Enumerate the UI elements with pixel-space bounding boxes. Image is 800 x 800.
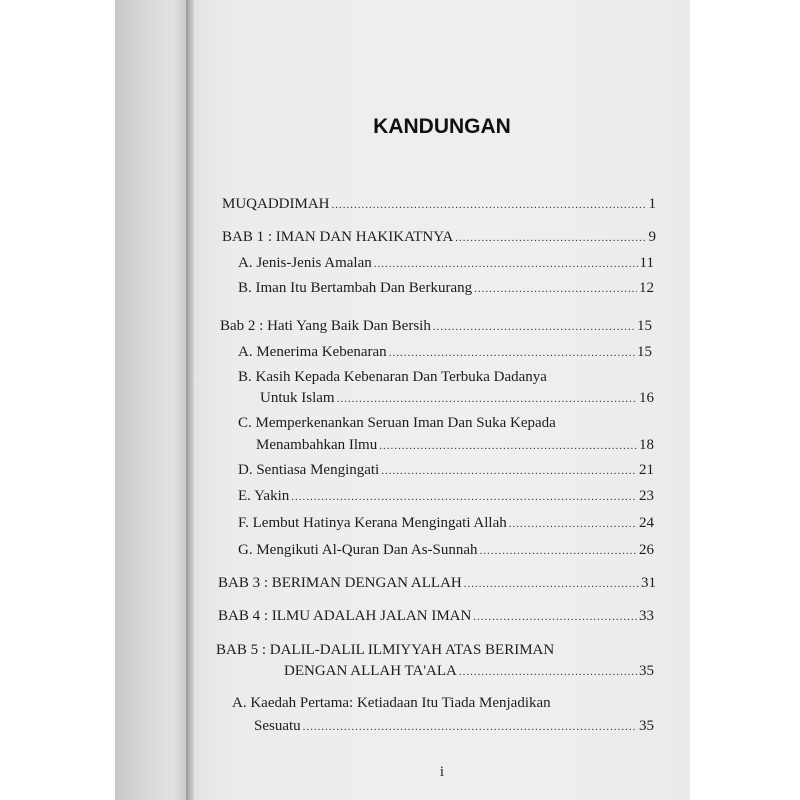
toc-label: F. Lembut Hatinya Kerana Mengingati Allah [238, 515, 507, 531]
toc-entry-2e [238, 486, 654, 506]
toc-page-number: 16 [639, 390, 654, 406]
dot-leader [291, 487, 637, 507]
dot-leader [459, 662, 637, 682]
dot-leader [473, 607, 637, 627]
background [688, 0, 800, 800]
dot-leader [332, 195, 647, 215]
toc-page [194, 0, 690, 800]
toc-label: A. Jenis-Jenis Amalan [238, 255, 372, 271]
dot-leader [337, 389, 637, 409]
dot-leader [303, 717, 637, 737]
toc-label: D. Sentiasa Mengingati [238, 462, 380, 478]
toc-label: B. Iman Itu Bertambah Dan Berkurang [238, 280, 473, 296]
toc-entry-1b [238, 278, 654, 298]
toc-label: BAB 4 : ILMU ADALAH JALAN IMAN [218, 608, 472, 624]
toc-entry-bab-2 [220, 316, 652, 336]
toc-label-line-1: C. Memperkenankan Seruan Iman Dan Suka Kepada [238, 415, 556, 431]
toc-page-number: 9 [648, 229, 656, 245]
page-number: i [439, 764, 445, 780]
toc-label: BAB 3 : BERIMAN DENGAN ALLAH [218, 575, 462, 591]
toc-label-line-1: BAB 5 : DALIL-DALIL ILMIYYAH ATAS BERIMAN [216, 642, 555, 658]
page-title: KANDUNGAN [373, 115, 511, 138]
toc-entry-bab-1 [222, 227, 656, 247]
toc-page-number: 1 [648, 196, 656, 212]
toc-page-number: 18 [639, 437, 654, 453]
toc-entry-2f [238, 513, 654, 533]
toc-entry-2g [238, 540, 654, 560]
toc-entry-bab-4 [218, 606, 654, 626]
toc-entry-2a [238, 342, 652, 362]
toc-label-line-1: A. Kaedah Pertama: Ketiadaan Itu Tiada Menjadikan [232, 695, 551, 711]
toc-label: A. Menerima Kebenaran [238, 344, 387, 360]
toc-entry-bab-5 [284, 661, 654, 681]
toc-label: MUQADDIMAH [222, 196, 330, 212]
dot-leader [480, 541, 637, 561]
toc-page-number: 26 [639, 542, 654, 558]
dot-leader [389, 343, 635, 363]
dot-leader [379, 436, 637, 456]
toc-page-number: 23 [639, 488, 654, 504]
toc-label: Bab 2 : Hati Yang Baik Dan Bersih [220, 318, 431, 334]
toc-label-line-1: B. Kasih Kepada Kebenaran Dan Terbuka Dadanya [238, 369, 547, 385]
dot-leader [464, 574, 639, 594]
dot-leader [474, 279, 637, 299]
dot-leader [374, 254, 638, 274]
toc-label: G. Mengikuti Al-Quran Dan As-Sunnah [238, 542, 478, 558]
toc-page-number: 33 [639, 608, 654, 624]
toc-page-number: 11 [639, 255, 654, 271]
toc-page-number: 15 [637, 318, 652, 334]
toc-page-number: 24 [639, 515, 654, 531]
toc-label: E. Yakin [238, 488, 290, 504]
toc-entry-1a [238, 253, 654, 273]
toc-label: Sesuatu [254, 718, 301, 734]
toc-entry-2d [238, 460, 654, 480]
dot-leader [381, 461, 637, 481]
toc-page-number: 21 [639, 462, 654, 478]
toc-entry-bab-3 [218, 573, 656, 593]
toc-label: Menambahkan Ilmu [256, 437, 378, 453]
toc-label: Untuk Islam [260, 390, 335, 406]
dot-leader [455, 228, 646, 248]
toc-entry-2c [256, 435, 654, 455]
toc-page-number: 15 [637, 344, 652, 360]
dot-leader [433, 317, 635, 337]
toc-entry-muqaddimah [222, 194, 656, 214]
toc-page-number: 35 [639, 718, 654, 734]
toc-page-number: 31 [641, 575, 656, 591]
left-facing-page [115, 0, 193, 800]
toc-label: BAB 1 : IMAN DAN HAKIKATNYA [222, 229, 454, 245]
dot-leader [509, 514, 637, 534]
toc-page-number: 12 [639, 280, 654, 296]
toc-entry-5a [254, 716, 654, 736]
toc-label: DENGAN ALLAH TA'ALA [284, 663, 457, 679]
toc-page-number: 35 [639, 663, 654, 679]
toc-entry-2b [260, 388, 654, 408]
